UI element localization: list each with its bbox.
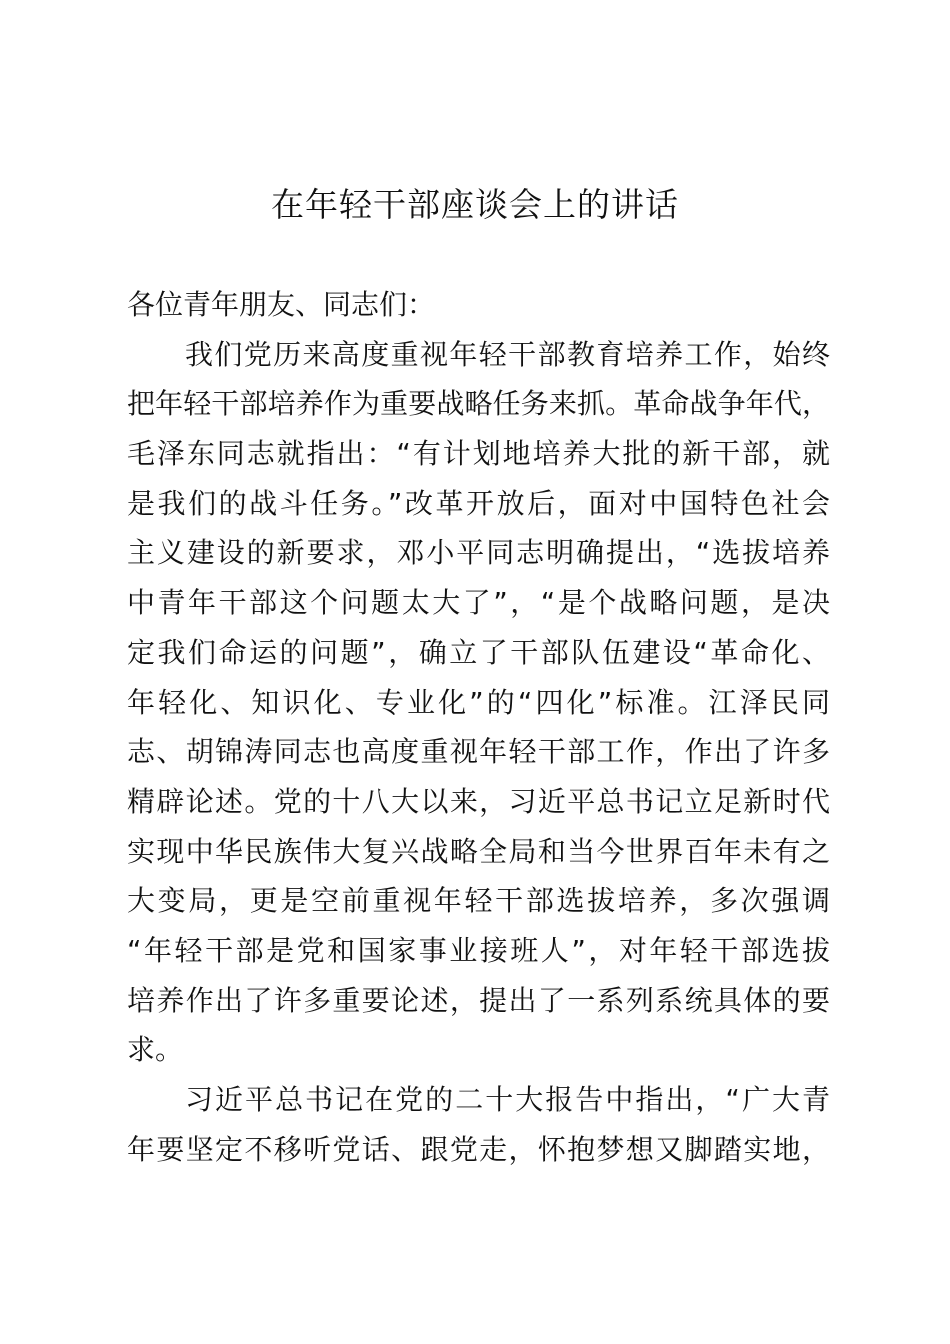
text-line: 定我们命运的问题”，确立了干部队伍建设“革命化、: [127, 635, 830, 669]
text-line: 年轻化、知识化、专业化”的“四化”标准。江泽民同: [127, 685, 830, 719]
text-line: 精辟论述。党的十八大以来，习近平总书记立足新时代: [127, 784, 830, 818]
text-line: 主义建设的新要求，邓小平同志明确提出，“选拔培养: [127, 536, 830, 570]
text-line: 我们党历来高度重视年轻干部教育培养工作，始终: [185, 337, 830, 371]
text-line: 培养作出了许多重要论述，提出了一系列系统具体的要: [127, 983, 830, 1017]
salutation: 各位青年朋友、同志们：: [127, 288, 436, 321]
text-line: 习近平总书记在党的二十大报告中指出，“广大青: [185, 1083, 830, 1116]
text-line: 是我们的战斗任务。”改革开放后，面对中国特色社会: [127, 486, 830, 520]
text-line: “年轻干部是党和国家事业接班人”，对年轻干部选拔: [127, 933, 830, 967]
text-line: 实现中华民族伟大复兴战略全局和当今世界百年未有之: [127, 834, 830, 868]
text-line: 大变局，更是空前重视年轻干部选拔培养，多次强调: [127, 884, 830, 918]
paragraph-1: [127, 330, 830, 1075]
document-title: 在年轻干部座谈会上的讲话: [271, 185, 679, 224]
text-line: 中青年干部这个问题太大了”，“是个战略问题，是决: [127, 586, 830, 620]
text-line: 志、胡锦涛同志也高度重视年轻干部工作，作出了许多: [127, 735, 830, 769]
document-body: [127, 280, 830, 1174]
text-line: 年要坚定不移听党话、跟党走，怀抱梦想又脚踏实地，: [127, 1132, 830, 1166]
paragraph-2: [127, 1075, 830, 1174]
text-line: 求。: [127, 1033, 184, 1067]
text-line: 把年轻干部培养作为重要战略任务来抓。革命战争年代，: [127, 387, 830, 421]
text-line: 毛泽东同志就指出：“有计划地培养大批的新干部，就: [127, 437, 830, 471]
